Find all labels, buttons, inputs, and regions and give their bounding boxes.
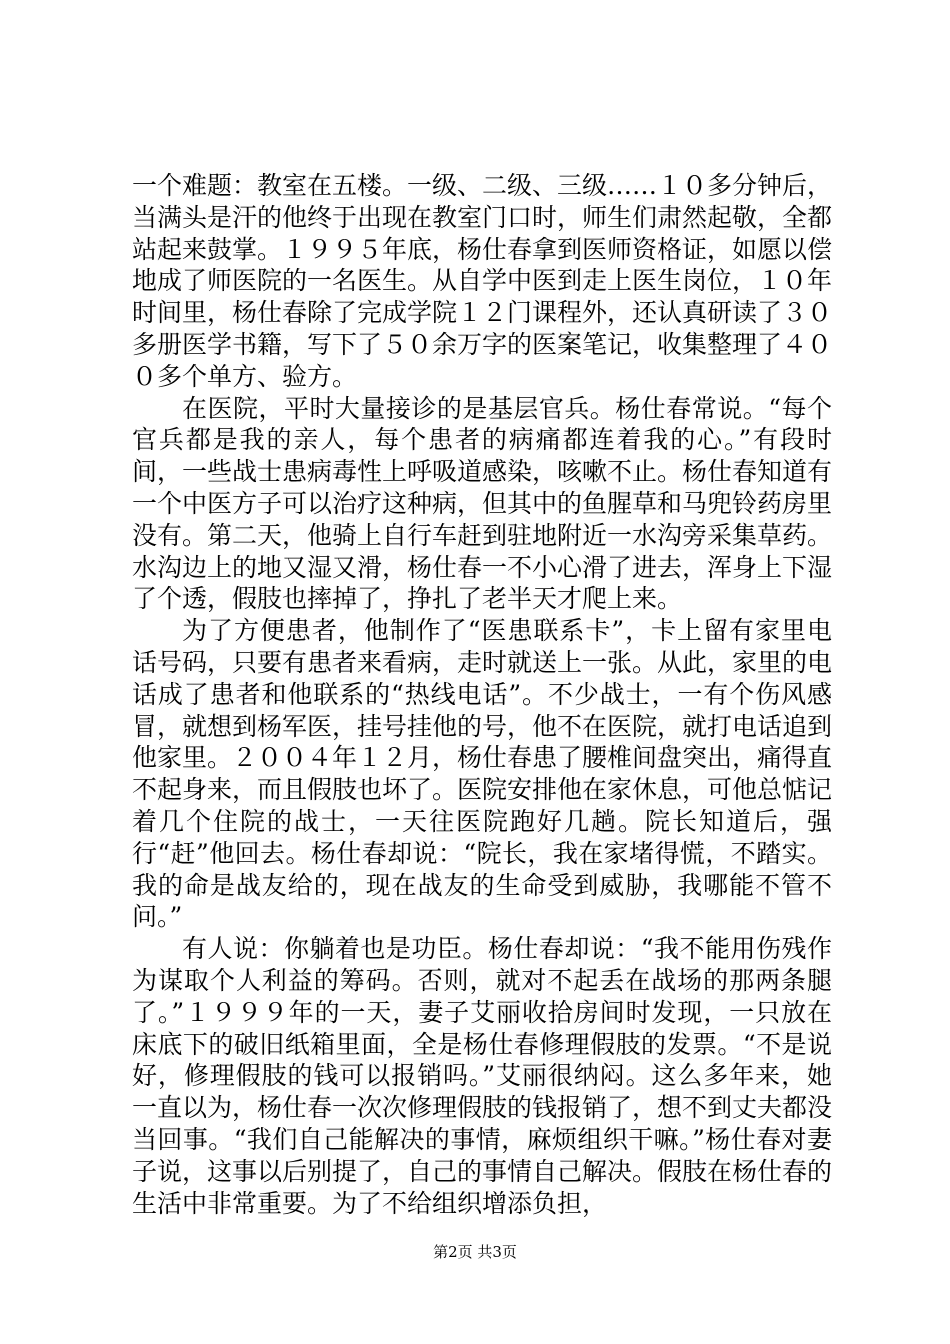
- paragraph-2: 在医院，平时大量接诊的是基层官兵。杨仕春常说。“每个官兵都是我的亲人，每个患者的病痛都连着我的心。”有段时间，一些战士患病毒性上呼吸道感染，咳嗽不止。杨仕春知道有一个中医方子可以治疗这种病，但其中的鱼腥草和马兜铃药房里没有。第二天，他骑上自行车赶到驻地附近一水沟旁采集草药。水沟边上的地又湿又滑，杨仕春一不小心滑了进去，浑身上下湿了个透，假肢也摔掉了，挣扎了老半天才爬上来。: [132, 393, 833, 614]
- paragraph-1: 一个难题：教室在五楼。一级、二级、三级……１０多分钟后，当满头是汗的他终于出现在教室门口时，师生们肃然起敬，全都站起来鼓掌。１９９５年底，杨仕春拿到医师资格证，如愿以偿地成了师医院的一名医生。从自学中医到走上医生岗位，１０年时间里，杨仕春除了完成学院１２门课程外，还认真研读了３０多册医学书籍，写下了５０余万字的医案笔记，收集整理了４００多个单方、验方。: [132, 171, 833, 391]
- page-number-footer: 第2页 共3页: [433, 1243, 517, 1261]
- document-body: [132, 170, 832, 1219]
- paragraph-4: 有人说：你躺着也是功臣。杨仕春却说：“我不能用伤残作为谋取个人利益的筹码。否则，就对不起丢在战场的那两条腿了。”１９９９年的一天，妻子艾丽收拾房间时发现，一只放在床底下的破旧纸箱里面，全是杨仕春修理假肢的发票。“不是说好，修理假肢的钱可以报销吗。”艾丽很纳闷。这么多年来，她一直以为，杨仕春一次次修理假肢的钱报销了，想不到丈夫都没当回事。“我们自己能解决的事情，麻烦组织干嘛。”杨仕春对妻子说，这事以后别提了，自己的事情自己解决。假肢在杨仕春的生活中非常重要。为了不给组织增添负担，: [132, 934, 833, 1218]
- paragraph-3: 为了方便患者，他制作了“医患联系卡”，卡上留有家里电话号码，只要有患者来看病，走时就送上一张。从此，家里的电话成了患者和他联系的“热线电话”。不少战士，一有个伤风感冒，就想到杨军医，挂号挂他的号，他不在医院，就打电话追到他家里。２００４年１２月，杨仕春患了腰椎间盘突出，痛得直不起身来，而且假肢也坏了。医院安排他在家休息，可他总惦记着几个住院的战士，一天往医院跑好几趟。院长知道后，强行“赶”他回去。杨仕春却说：“院长，我在家堵得慌，不踏实。我的命是战友给的，现在战友的生命受到威胁，我哪能不管不问。”: [132, 616, 833, 932]
